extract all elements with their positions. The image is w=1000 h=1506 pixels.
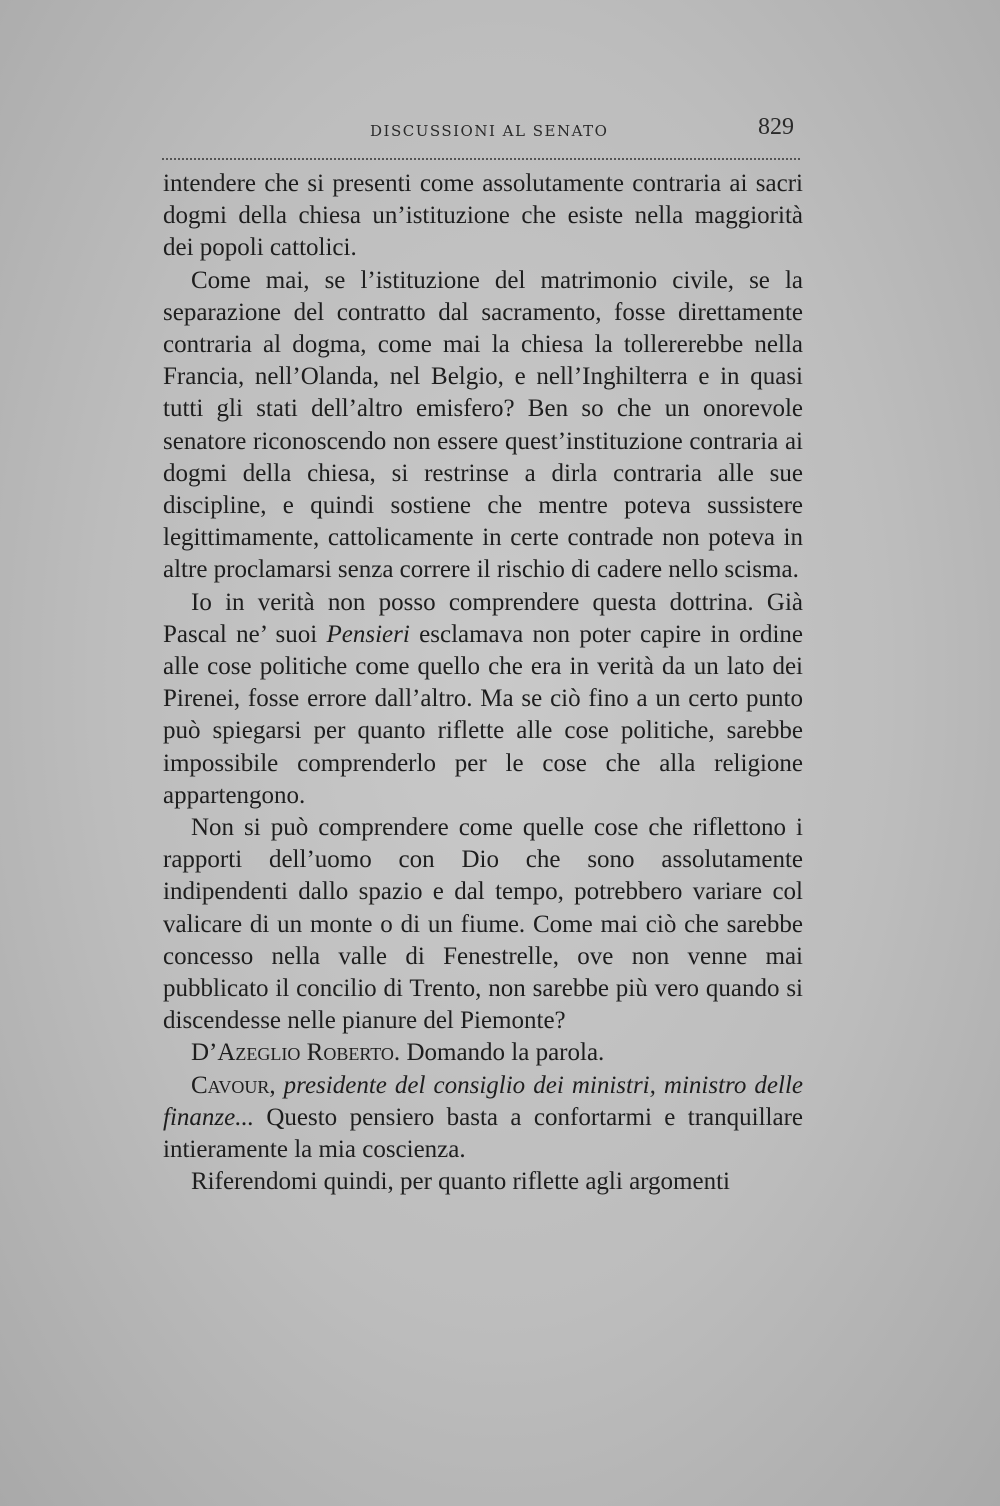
paragraph-3-italic-title: Pensieri bbox=[326, 620, 410, 648]
speaker-cavour-role: presidente del consiglio dei ministri, ministro delle finanze... bbox=[163, 1071, 803, 1131]
paragraph-4 bbox=[163, 812, 803, 1037]
running-title: DISCUSSIONI AL SENATO bbox=[370, 122, 609, 140]
speaker-dazeglio: D’Azeglio Roberto. bbox=[191, 1039, 401, 1067]
paragraph-5-text: Domando la parola. bbox=[400, 1039, 605, 1067]
paragraph-1-text: intendere che si presenti come assolutamente contraria ai sacri dogmi della chiesa un’istituzione che esiste nella maggiorità dei popoli cattolici. bbox=[163, 170, 803, 262]
paragraph-3-text-after: esclamava non poter capire in ordine alle cose politiche come quello che era in verità da un lato dei Pirenei, fosse errore dall’altro. Ma se ciò fino a un certo punto può spiegarsi per quanto riflette alle cose politiche, sarebbe impossibile comprenderlo per le cose che alla religione appartengono. bbox=[163, 620, 803, 809]
speaker-cavour: Cavour, bbox=[191, 1071, 276, 1099]
header-rule bbox=[162, 158, 800, 160]
page-header bbox=[162, 108, 800, 164]
paragraph-3 bbox=[163, 587, 803, 812]
paragraph-6 bbox=[163, 1070, 803, 1167]
paragraph-7 bbox=[163, 1166, 803, 1198]
body-text bbox=[163, 168, 803, 1199]
paragraph-1 bbox=[163, 168, 803, 265]
paragraph-5 bbox=[163, 1037, 803, 1069]
page-number: 829 bbox=[758, 114, 794, 140]
paragraph-7-text: Riferendomi quindi, per quanto riflette agli argomenti bbox=[191, 1168, 730, 1196]
paragraph-3-text-before: Io in verità non posso comprendere questa dottrina. Già Pascal ne’ suoi bbox=[163, 588, 803, 648]
paragraph-6-text: Questo pensiero basta a confortarmi e tranquillare intieramente la mia coscienza. bbox=[163, 1103, 803, 1164]
paragraph-2-text: Come mai, se l’istituzione del matrimonio civile, se la separazione del contratto dal sacramento, fosse direttamente contraria al dogma, come mai la chiesa la tollererebbe nella Francia, nell’Olanda, nel Belgio, e nell’Inghilterra e in quasi tutti gli stati dell’altro emisfero? Ben so che un onorevole senatore riconoscendo non essere quest’instituzione contraria ai dogmi della chiesa, si restrinse a dirla contraria alle sue discipline, e quindi sostiene che mentre poteva sussistere legittimamente, cattolicamente in certe contrade non poteva in altre proclamarsi senza correre il rischio di cadere nello scisma. bbox=[163, 266, 803, 584]
paragraph-4-text: Non si può comprendere come quelle cose che riflettono i rapporti dell’uomo con Dio che sono assolutamente indipendenti dallo spazio e dal tempo, potrebbero variare col valicare di un monte o di un fiume. Come mai ciò che sarebbe concesso nella valle di Fenestrelle, ove non venne mai pubblicato il concilio di Trento, non sarebbe più vero quando si discendesse nelle pianure del Piemonte? bbox=[163, 814, 803, 1035]
paragraph-2 bbox=[163, 265, 803, 587]
